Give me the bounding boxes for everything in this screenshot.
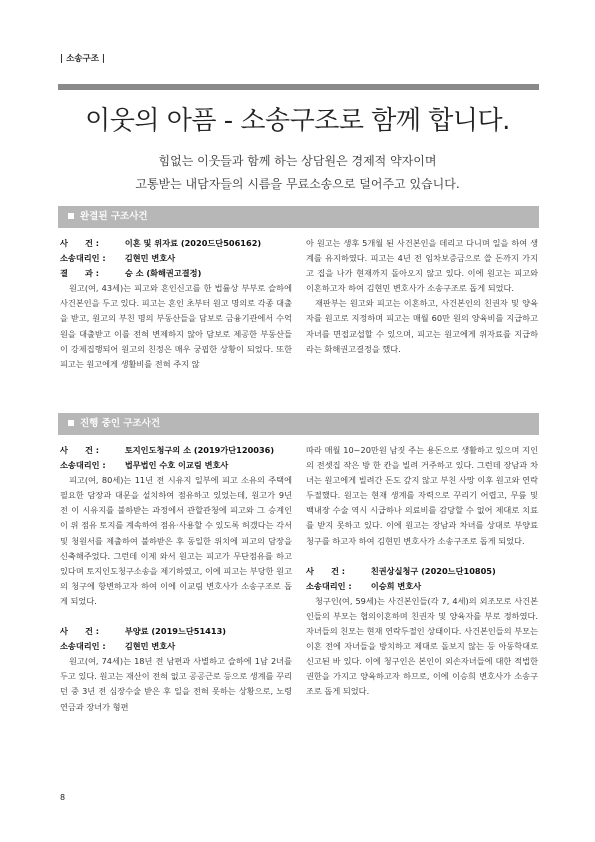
ongoing-left-column	[60, 443, 292, 715]
case3-value: 친권상실청구 (2020느단10805)	[368, 565, 496, 576]
agent-line	[60, 251, 292, 266]
completed-section-title: 완결된 구조사건	[80, 211, 148, 222]
ongoing-section-title: 진행 중인 구조사건	[80, 418, 161, 429]
case-body-left: 원고(여, 43세)는 피고와 혼인신고를 한 법률상 부부로 슬하에 사건본인을 두고 있다. 피고는 혼인 초부터 원고 명의로 각종 대출을 받고, 원고의 부친 명의 부동산들을 담보로 금융기관에서 수억 원을 대출받고 이를 전혀 변제하지 않아 담보로 제공한 부동산들이 강제집행되어 원고의 친정은 매우 궁핍한 상황이 되었다. 또한 피고는 원고에게 생활비를 전혀 주지 않	[60, 283, 292, 369]
case-key: 사 건 :	[60, 238, 100, 248]
result-value: 승 소 (화해권고결정)	[122, 268, 202, 279]
subtitle-line-1: 힘없는 이웃들과 함께 하는 상담원은 경제적 약자이며	[158, 154, 437, 168]
subtitle-line-2: 고통받는 내담자들의 시름을 무료소송으로 덜어주고 있습니다.	[135, 177, 460, 191]
case-body-right-1: 아 원고는 생후 5개월 된 사건본인을 데리고 다니며 일을 하여 생계를 유지하였다. 피고는 4년 전 임차보증금으로 쓸 돈까지 가지고 집을 나가 현재까지 돌아오지 않고 있다. 이에 원고는 피고와 이혼하고자 하여 김현민 변호사가 소송구조로 돕게 되었다.	[306, 238, 538, 294]
case2-agent-value: 김현민 변호사	[122, 641, 176, 652]
completed-case-left-column	[60, 236, 292, 372]
case1-body: 피고(여, 80세)는 11년 전 시유지 일부에 피고 소유의 주택에 필요한 담장과 대문을 설치하여 점유하고 있었는데, 원고가 9년 전 이 시유지를 불하받는 과정에서 관할관청에 피고와 그 승계인이 위 점유 토지를 계속하여 점유·사용할 수 있도록 허갰다는 각서 및 청원서를 제출하여 불하받은 후 동일한 위치에 피고의 담장을 신축해주었다. 그런데 이제 와서 원고는 피고가 무단점유를 하고 있다며 토지인도청구소송을 제기하였고, 이에 피고는 부당한 원고의 청구에 항변하고자 하여 이에 이교림 변호사가 소송구조로 돕게 되었다.	[60, 475, 292, 606]
case2-body-continued: 따라 매월 10~20만원 남짓 주는 용돈으로 생활하고 있으며 지인의 전셋집 작은 방 한 칸을 빌려 거주하고 있다. 그런데 장남과 차녀는 원고에게 빌려간 돈도 갚지 않고 부친 사망 이후 원고와 연락 두절했다. 원고는 현재 생계를 자력으로 꾸리기 어렵고, 무릎 및 백내장 수술 역시 시급하나 의료비를 감당할 수 없어 제대로 치료를 받지 못하고 있다. 이에 원고는 장남과 차녀를 상대로 부양료 청구를 하고자 하여 김현민 변호사가 소송구조로 돕게 되었다.	[306, 445, 538, 546]
case3-agent-value: 이승희 변호사	[368, 580, 422, 591]
case2-agent-line	[60, 639, 292, 654]
completed-case-right-column	[306, 236, 538, 357]
case3-agent-line	[306, 579, 538, 594]
square-bullet-icon	[68, 213, 74, 219]
ongoing-section-header	[58, 413, 539, 435]
case1-value: 토지인도청구의 소 (2019가단120036)	[122, 445, 275, 455]
result-line	[60, 266, 292, 281]
page-title: 이웃의 아픔 - 소송구조로 함께 합니다.	[85, 106, 510, 136]
section-tag: | 소송구조 |	[60, 54, 105, 64]
square-bullet-icon	[68, 420, 74, 426]
case2-line	[60, 624, 292, 639]
ongoing-right-column	[306, 443, 538, 700]
case-line	[60, 236, 292, 251]
top-rule	[58, 84, 539, 90]
case1-agent-line	[60, 458, 292, 473]
case3-line	[306, 564, 538, 579]
case3-agent-key: 소송대리인 :	[306, 580, 352, 591]
agent-value: 김현민 변호사	[122, 253, 176, 264]
page-number: 8	[60, 793, 66, 802]
completed-section-header	[58, 206, 539, 228]
case3-body: 청구인(여, 59세)는 사건본인들(각 7, 4세)의 외조모로 사건본인들의 부모는 협의이혼하며 친권자 및 양육자를 부로 정하였다. 자녀들의 친모는 현재 연락두절인 상태이다. 사건본인들의 부모는 이혼 전에 자녀들을 방치하고 제대로 돌보지 않는 등 아동학대로 신고된 바 있다. 이에 청구인은 본인이 외손자녀들에 대한 적법한 권한을 가지고 양육하고자 하므로, 이에 이승희 변호사가 소송구조로 돕게 되었다.	[306, 595, 538, 697]
result-key: 결 과 :	[60, 268, 100, 279]
spacer	[60, 609, 292, 624]
case1-key: 사 건 :	[60, 445, 100, 455]
case2-value: 부양료 (2019느단51413)	[122, 626, 227, 637]
agent-key: 소송대리인 :	[60, 253, 106, 264]
case-body-right-2: 재판부는 원고와 피고는 이혼하고, 사건본인의 친권자 및 양육자를 원고로 지정하며 피고는 매월 60만 원의 양육비를 지급하고 자녀를 면접교섭할 수 있으며, 피고는 원고에게 위자료를 지급하라는 화해권고결정을 했다.	[306, 298, 538, 354]
case2-agent-key: 소송대리인 :	[60, 641, 106, 652]
case2-body: 원고(여, 74세)는 18년 전 남편과 사별하고 슬하에 1남 2녀를 두고 있다. 원고는 재산이 전혀 없고 공공근로 등으로 생계를 꾸리던 중 3년 전 심장수술 받은 후 일을 전혀 못하는 상황으로, 노령연금과 장녀가 형편	[60, 656, 292, 712]
case3-key: 사 건 :	[306, 565, 346, 576]
case2-key: 사 건 :	[60, 626, 100, 637]
spacer	[306, 549, 538, 564]
case1-line	[60, 443, 292, 458]
case1-agent-key: 소송대리인 :	[60, 460, 106, 471]
case-value: 이혼 및 위자료 (2020드단506162)	[122, 238, 262, 248]
case1-agent-value: 법무법인 수호 이교림 변호사	[122, 460, 229, 471]
